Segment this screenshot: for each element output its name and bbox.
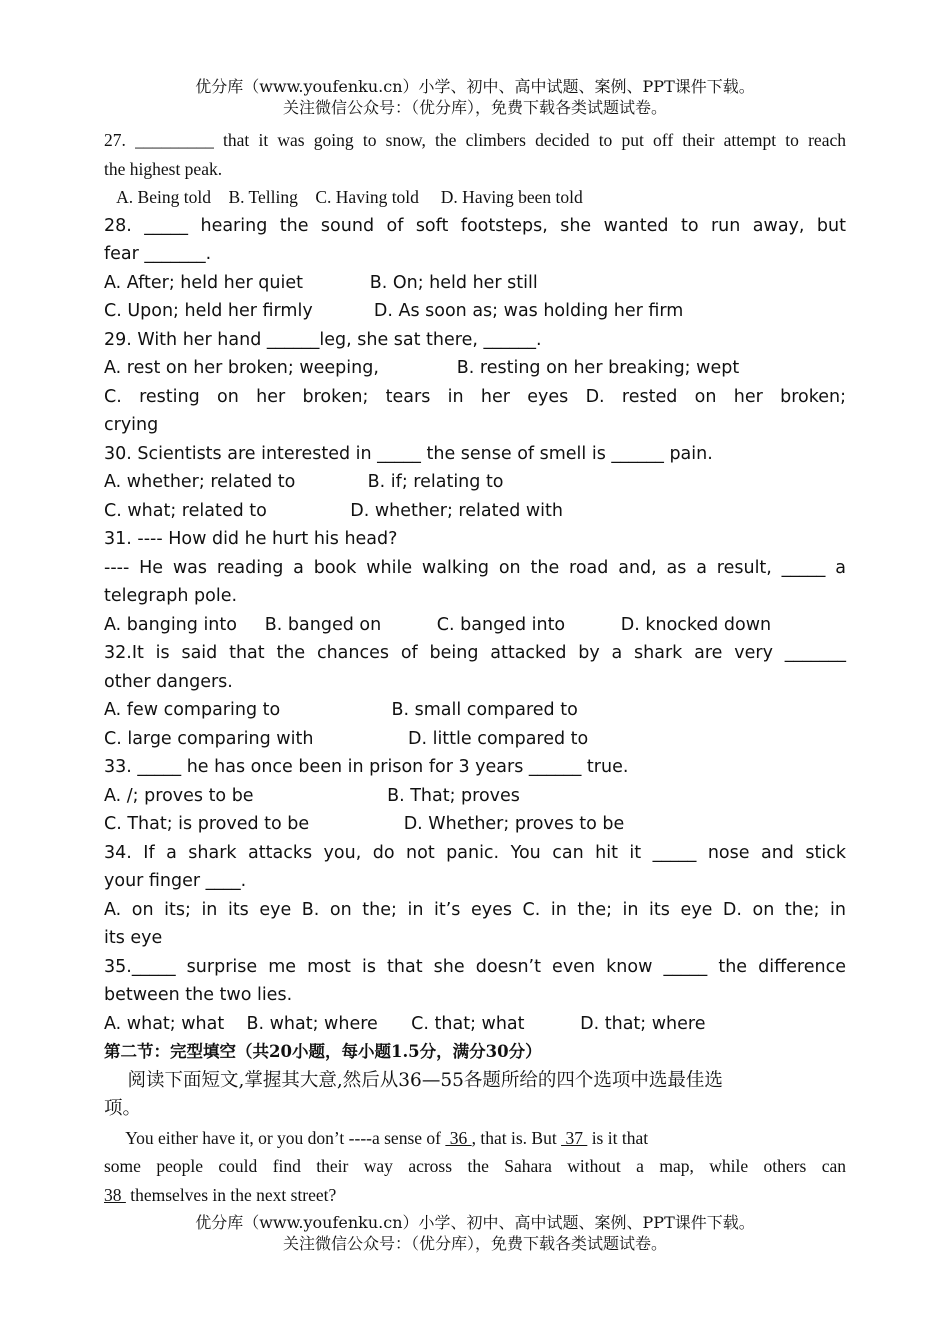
- question-31-stem-line-3: telegraph pole.: [104, 586, 238, 606]
- question-33-options-line-2: C. That; is proved to be D. Whether; proves to be: [104, 814, 625, 834]
- question-27: [104, 126, 846, 212]
- question-33: [104, 753, 846, 839]
- passage-line-2: some people could find their way across the Sahara without a map, while others can: [104, 1156, 846, 1176]
- section-2-instruction-line-1: 阅读下面短文,掌握其大意,然后从36—55各题所给的四个选项中选最佳选: [104, 1069, 723, 1091]
- question-32-stem-line-1: 32.It is said that the chances of being attacked by a shark are very _______: [104, 643, 846, 663]
- question-31-options: A. banging into B. banged on C. banged into D. knocked down: [104, 614, 772, 635]
- question-31: [104, 525, 846, 639]
- exam-content: [104, 126, 846, 1209]
- question-35-stem-line-1: 35._____ surprise me most is that she doesn’t even know _____ the difference: [104, 956, 846, 977]
- question-34-options-line-2: its eye: [104, 928, 163, 948]
- passage-text: is it that: [587, 1127, 649, 1148]
- question-34-stem-line-2: your finger ____.: [104, 871, 247, 891]
- passage-line-3: [104, 1181, 846, 1210]
- page-header: [0, 76, 950, 118]
- footer-line-1: 优分库（www.youfenku.cn）小学、初中、高中试题、案例、PPT课件下载。: [195, 1213, 755, 1232]
- question-28: [104, 212, 846, 326]
- question-30-options-line-2: C. what; related to D. whether; related with: [104, 500, 563, 521]
- question-30-stem: 30. Scientists are interested in _____ the sense of smell is ______ pain.: [104, 443, 713, 464]
- question-33-stem: 33. _____ he has once been in prison for 3 years ______ true.: [104, 757, 629, 777]
- question-30: [104, 440, 846, 526]
- question-35-options: A. what; what B. what; where C. that; what D. that; where: [104, 1013, 706, 1034]
- question-30-options-line-1: A. whether; related to B. if; relating to: [104, 472, 504, 492]
- question-31-stem-line-1: 31. ---- How did he hurt his head?: [104, 529, 398, 549]
- blank-36: 36: [445, 1127, 472, 1148]
- passage-text: , that is. But: [471, 1127, 562, 1148]
- question-29: [104, 326, 846, 440]
- question-32: [104, 639, 846, 753]
- question-35: [104, 953, 846, 1039]
- header-line-1: 优分库（www.youfenku.cn）小学、初中、高中试题、案例、PPT课件下载。: [195, 77, 755, 96]
- blank-37: 37: [561, 1127, 588, 1148]
- question-34-options-line-1: A. on its; in its eye B. on the; in it’s eyes C. in the; in its eye D. on the; in: [104, 899, 846, 920]
- question-29-stem: 29. With her hand ______leg, she sat there, ______.: [104, 329, 542, 350]
- passage-text: You either have it, or you don’t ----a sense of: [104, 1127, 446, 1148]
- question-27-options: A. Being told B. Telling C. Having told D. Having been told: [104, 187, 583, 207]
- question-28-stem-line-2: fear _______.: [104, 244, 212, 264]
- question-34: [104, 839, 846, 953]
- section-2-instruction-line-2: 项。: [104, 1098, 142, 1119]
- question-29-options-line-1: A. rest on her broken; weeping, B. resting on her breaking; wept: [104, 358, 740, 378]
- passage-line-1: [104, 1124, 846, 1153]
- question-32-options-line-2: C. large comparing with D. little compared to: [104, 728, 589, 749]
- question-28-options-line-1: A. After; held her quiet B. On; held her still: [104, 272, 538, 293]
- section-2-title: 第二节：完型填空（共20小题，每小题1.5分，满分30分）: [104, 1042, 542, 1061]
- question-29-options-line-2: C. resting on her broken; tears in her eyes D. rested on her broken;: [104, 386, 846, 407]
- question-33-options-line-1: A. /; proves to be B. That; proves: [104, 785, 520, 806]
- question-35-stem-line-2: between the two lies.: [104, 985, 293, 1005]
- blank-38: 38: [104, 1184, 126, 1205]
- page-footer: [0, 1212, 950, 1254]
- question-27-stem-line-1: 27. _________ that it was going to snow, the climbers decided to put off their attempt to reach: [104, 130, 846, 150]
- question-28-options-line-2: C. Upon; held her firmly D. As soon as; was holding her firm: [104, 301, 684, 321]
- footer-line-2: 关注微信公众号：（优分库），免费下载各类试题试卷。: [282, 1234, 667, 1253]
- question-32-stem-line-2: other dangers.: [104, 671, 233, 692]
- question-27-stem-line-2: the highest peak.: [104, 158, 223, 179]
- question-29-options-line-3: crying: [104, 415, 159, 435]
- cloze-passage: [104, 1124, 846, 1210]
- header-line-2: 关注微信公众号：（优分库），免费下载各类试题试卷。: [282, 98, 667, 117]
- passage-text: themselves in the next street?: [125, 1184, 337, 1205]
- question-34-stem-line-1: 34. If a shark attacks you, do not panic. You can hit it _____ nose and stick: [104, 842, 846, 863]
- question-31-stem-line-2: ---- He was reading a book while walking on the road and, as a result, _____ a: [104, 557, 846, 578]
- question-28-stem-line-1: 28. _____ hearing the sound of soft footsteps, she wanted to run away, but: [104, 215, 846, 236]
- question-32-options-line-1: A. few comparing to B. small compared to: [104, 700, 578, 720]
